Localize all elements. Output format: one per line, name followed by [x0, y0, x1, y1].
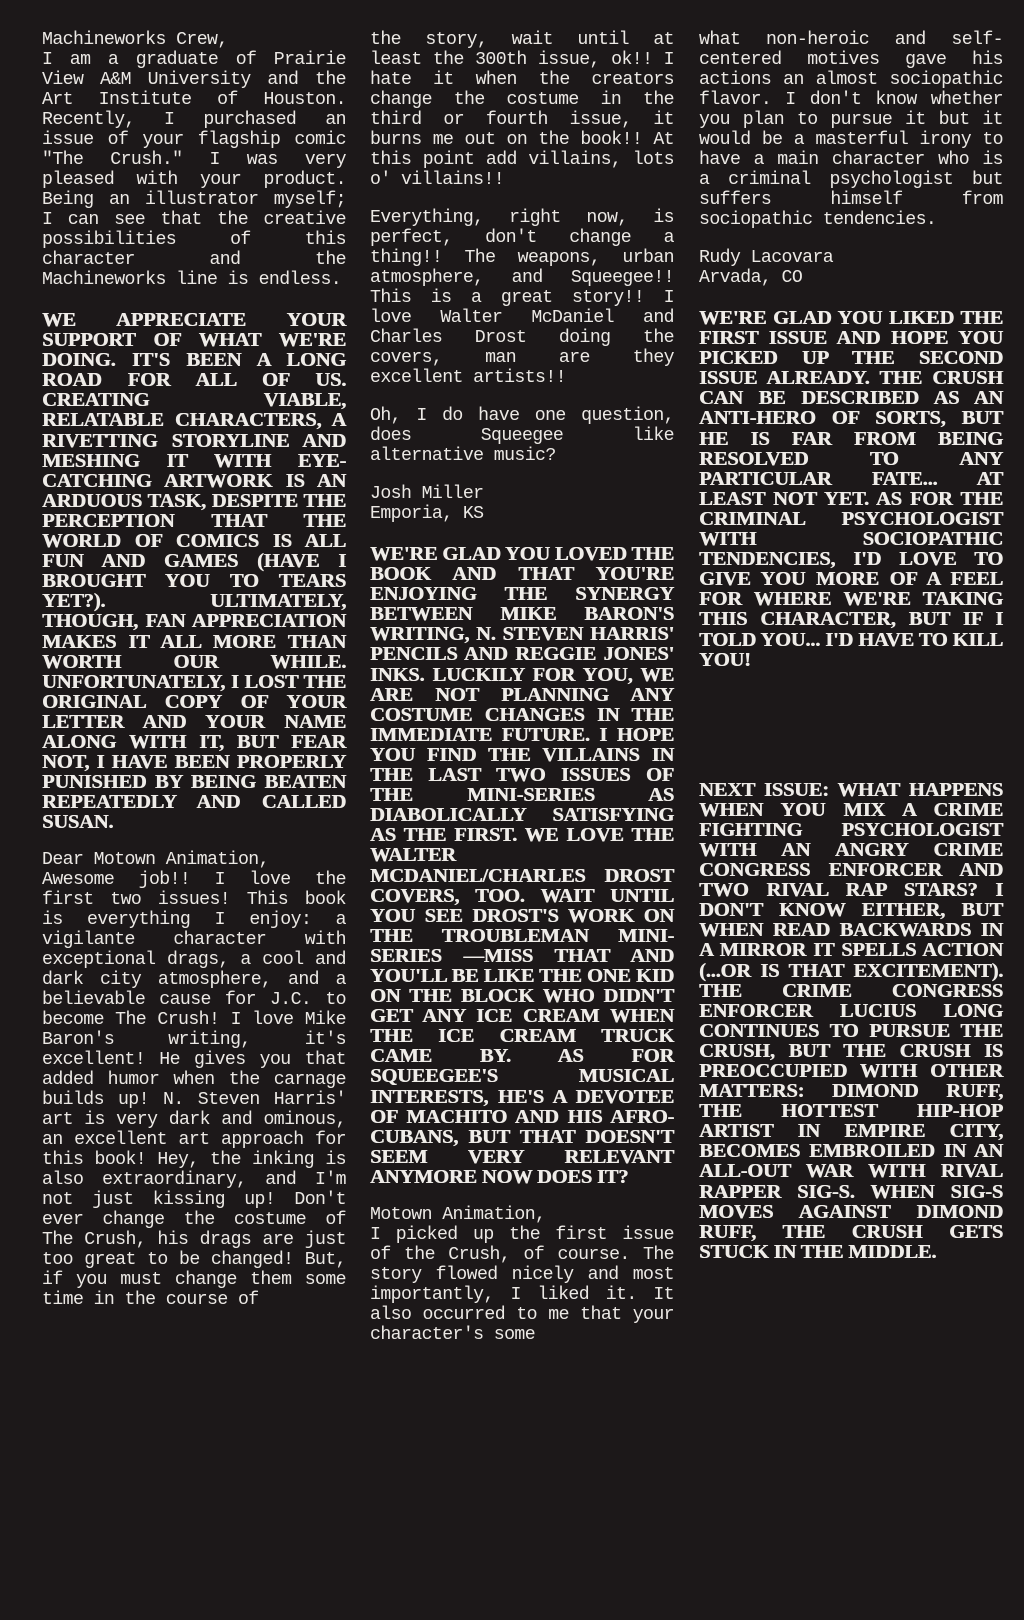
letter-paragraph: Everything, right now, is perfect, don't change a thing!! The weapons, urban atmosphere, and Squeegee!! This is a great story!! I love Walter McDaniel and Charles Drost doing the covers, man are they excellent artists!! [370, 208, 674, 388]
editor-reply: WE'RE GLAD YOU LOVED THE BOOK AND THAT YOU'RE ENJOYING THE SYNERGY BETWEEN MIKE BARON'S WRITING, N. STEVEN HARRIS' PENCILS AND REGGIE JONES' INKS. LUCKILY FOR YOU, WE ARE NOT PLANNING ANY COSTUME CHANGES IN THE IMMEDIATE FUTURE. I HOPE YOU FIND THE VILLAINS IN THE LAST TWO ISSUES OF THE MINI-SERIES AS DIABOLICALLY SATISFYING AS THE FIRST. WE LOVE THE WALTER MCDANIEL/CHARLES DROST COVERS, TOO. WAIT UNTIL YOU SEE DROST'S WORK ON THE TROUBLEMAN MINI-SERIES —MISS THAT AND YOU'LL BE LIKE THE ONE KID ON THE BLOCK WHO DIDN'T GET ANY ICE CREAM WHEN THE ICE CREAM TRUCK CAME BY. AS FOR SQUEEGEE'S MUSICAL INTERESTS, HE'S A DEVOTEE OF MACHITO AND HIS AFRO-CUBANS, BUT THAT DOESN'T SEEM VERY RELEVANT ANYMORE NOW DOES IT? [370, 543, 674, 1188]
signature-place: Emporia, KS [370, 504, 484, 524]
letter-motown-2 [370, 1205, 674, 1345]
editor-reply: WE APPRECIATE YOUR SUPPORT OF WHAT WE'RE DOING. IT'S BEEN A LONG ROAD FOR ALL OF US. CREATING VIABLE, RELATABLE CHARACTERS, A RIVETTING STORYLINE AND MESHING IT WITH EYE-CATCHING ARTWORK IS AN ARDUOUS TASK, DESPITE THE PERCEPTION THAT THE WORLD OF COMICS IS ALL FUN AND GAMES (HAVE I BROUGHT YOU TO TEARS YET?). ULTIMATELY, THOUGH, FAN APPRECIATION MAKES IT ALL MORE THAN WORTH OUR WHILE. UNFORTUNATELY, I LOST THE ORIGINAL COPY OF YOUR LETTER AND YOUR NAME ALONG WITH IT, BUT FEAR NOT, I HAVE BEEN PROPERLY PUNISHED BY BEING BEATEN REPEATEDLY AND CALLED SUSAN. [42, 309, 346, 834]
letter-body: Awesome job!! I love the first two issues! This book is everything I enjoy: a vigilante character with exceptional drags, a cool and dark city atmosphere, and a believable cause for J.C. to become The Crush! I love Mike Baron's writing, it's excellent! He gives you that added humor when the carnage builds up! N. Steven Harris' art is very dark and ominous, an excellent art approach for this book! Hey, the inking is also extraordinary, and I'm not just kissing up! Don't ever change the costume of The Crush, his drags are just too great to be changed! But, if you must change them some time in the course of [42, 870, 346, 1311]
letter-body-continued: what non-heroic and self-centered motives gave his actions an almost sociopathic flavor. I don't know whether you plan to pursue it but it would be a masterful irony to have a main character who is a criminal psychologist but suffers himself from sociopathic tendencies. [699, 30, 1003, 230]
letter-machineworks [42, 30, 346, 290]
signature-place: Arvada, CO [699, 268, 803, 288]
column-3 [699, 30, 1003, 1280]
letter-motown-2-signature [699, 30, 1003, 288]
next-issue-blurb: NEXT ISSUE: WHAT HAPPENS WHEN YOU MIX A CRIME FIGHTING PSYCHOLOGIST WITH AN ANGRY CRIME CONGRESS ENFORCER AND TWO RIVAL RAP STARS? I DON'T KNOW EITHER, BUT WHEN READ BACKWARDS IN A MIRROR IT SPELLS ACTION (...OR IS THAT EXCITEMENT). THE CRIME CONGRESS ENFORCER LUCIUS LONG CONTINUES TO PURSUE THE CRUSH, BUT THE CRUSH IS PREOCCUPIED WITH OTHER MATTERS: DIMOND RUFF, THE HOTTEST HIP-HOP ARTIST IN EMPIRE CITY, BECOMES EMBROILED IN AN ALL-OUT WAR WITH RIVAL RAPPER SIG-S. WHEN SIG-S MOVES AGAINST DIMOND RUFF, THE CRUSH GETS STUCK IN THE MIDDLE. [699, 778, 1003, 1263]
letter-paragraph: Oh, I do have one question, does Squeegee like alternative music? [370, 406, 674, 466]
letter-salutation: Dear Motown Animation, [42, 850, 269, 871]
letter-body: I am a graduate of Prairie View A&M University and the Art Institute of Houston. Recently, I purchased an issue of your flagship comic "The Crush." I was very pleased with your product. Being an illustrator myself; I can see that the creative possibilities of this character and the Machineworks line is endless. [42, 50, 346, 290]
column-spacer [699, 688, 1003, 780]
editor-reply: WE'RE GLAD YOU LIKED THE FIRST ISSUE AND HOPE YOU PICKED UP THE SECOND ISSUE ALREADY. THE CRUSH CAN BE DESCRIBED AS AN ANTI-HERO OF SORTS, BUT HE IS FAR FROM BEING RESOLVED TO ANY PARTICULAR FATE... AT LEAST NOT YET. AS FOR THE CRIMINAL PSYCHOLOGIST WITH SOCIOPATHIC TENDENCIES, I'D LOVE TO GIVE YOU MORE OF A FEEL FOR WHERE WE'RE TAKING THIS CHARACTER, BUT IF I TOLD YOU... I'D HAVE TO KILL YOU! [699, 307, 1003, 671]
column-2 [370, 30, 674, 1365]
letter-salutation: Machineworks Crew, [42, 30, 228, 50]
letter-motown-1-cont [370, 30, 674, 524]
signature-name: Rudy Lacovara [699, 248, 834, 268]
letter-body: I picked up the first issue of the Crush, of course. The story flowed nicely and most importantly, I liked it. It also occurred to me that your character's some [370, 1225, 674, 1345]
letter-body-continued: the story, wait until at least the 300th issue, ok!! I hate it when the creators change the costume in the third or fourth issue, it burns me out on the book!! At this point add villains, lots o' villains!! [370, 30, 674, 190]
letter-salutation: Motown Animation, [370, 1205, 546, 1225]
signature-name: Josh Miller [370, 484, 484, 504]
column-1 [42, 30, 346, 1330]
letter-motown-1 [42, 850, 346, 1310]
